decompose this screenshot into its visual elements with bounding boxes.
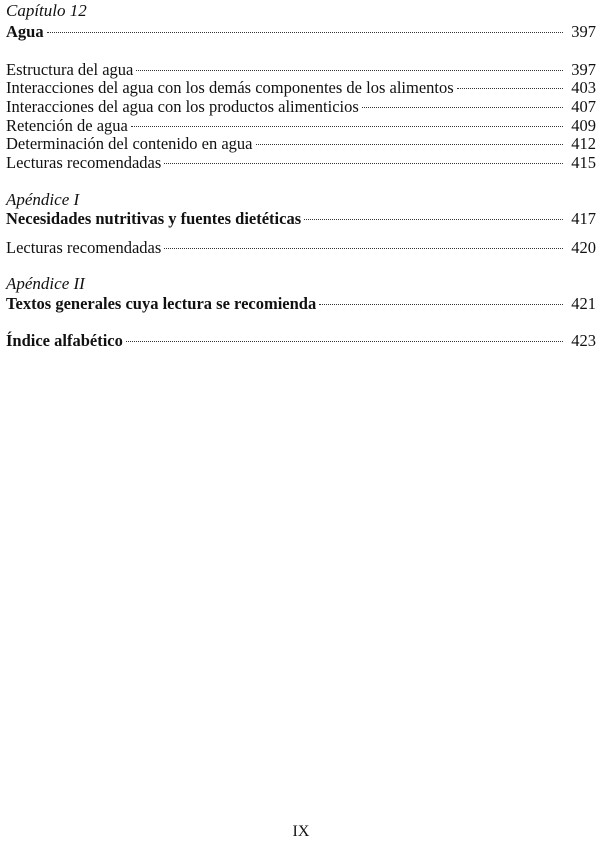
toc-entry-row bbox=[6, 97, 596, 117]
toc-entry-row bbox=[6, 238, 596, 258]
dot-leader bbox=[136, 70, 563, 71]
index-title: Índice alfabético bbox=[6, 331, 123, 350]
toc-entry-title: Lecturas recomendadas bbox=[6, 238, 162, 257]
chapter-title: Agua bbox=[6, 22, 44, 41]
chapter-page-number: 397 bbox=[571, 22, 596, 41]
toc-entry-page: 397 bbox=[571, 60, 596, 79]
toc-entry-page: 403 bbox=[571, 78, 596, 97]
toc-entry-row bbox=[6, 78, 596, 98]
dot-leader bbox=[362, 107, 563, 108]
dot-leader bbox=[164, 163, 563, 164]
toc-heading-row bbox=[6, 22, 596, 42]
appendix-title: Necesidades nutritivas y fuentes dietéticas bbox=[6, 209, 302, 228]
dot-leader bbox=[126, 341, 563, 342]
toc-entry-page: 420 bbox=[571, 238, 596, 257]
toc-heading-row bbox=[6, 209, 596, 229]
table-of-contents-page bbox=[6, 0, 596, 849]
page-folio: IX bbox=[292, 823, 310, 840]
toc-heading-row bbox=[6, 331, 596, 351]
toc-entry-row bbox=[6, 153, 596, 173]
toc-entry-title: Estructura del agua bbox=[6, 60, 134, 79]
toc-entry-page: 409 bbox=[571, 116, 596, 135]
toc-entry-title: Determinación del contenido en agua bbox=[6, 134, 253, 153]
toc-entry-title: Retención de agua bbox=[6, 116, 128, 135]
toc-entry-title: Lecturas recomendadas bbox=[6, 153, 162, 172]
appendix-page-number: 417 bbox=[571, 209, 596, 228]
toc-entry-title: Interacciones del agua con los productos alimenticios bbox=[6, 97, 359, 116]
toc-entry-page: 407 bbox=[571, 97, 596, 116]
toc-heading-row bbox=[6, 294, 596, 314]
appendix-label: Apéndice II bbox=[6, 274, 85, 293]
chapter-label: Capítulo 12 bbox=[6, 1, 87, 20]
appendix-title: Textos generales cuya lectura se recomienda bbox=[6, 294, 317, 313]
toc-entry-row bbox=[6, 134, 596, 154]
dot-leader bbox=[131, 126, 563, 127]
appendix-label: Apéndice I bbox=[6, 190, 80, 209]
index-page-number: 423 bbox=[571, 331, 596, 350]
toc-entry-title: Interacciones del agua con los demás componentes de los alimentos bbox=[6, 78, 454, 97]
dot-leader bbox=[319, 304, 563, 305]
dot-leader bbox=[304, 219, 563, 220]
toc-entry-row bbox=[6, 60, 596, 80]
dot-leader bbox=[164, 248, 563, 249]
dot-leader bbox=[256, 144, 564, 145]
dot-leader bbox=[457, 88, 563, 89]
toc-entry-page: 415 bbox=[571, 153, 596, 172]
toc-entry-page: 412 bbox=[571, 134, 596, 153]
dot-leader bbox=[47, 32, 563, 33]
appendix-page-number: 421 bbox=[571, 294, 596, 313]
toc-entry-row bbox=[6, 116, 596, 136]
